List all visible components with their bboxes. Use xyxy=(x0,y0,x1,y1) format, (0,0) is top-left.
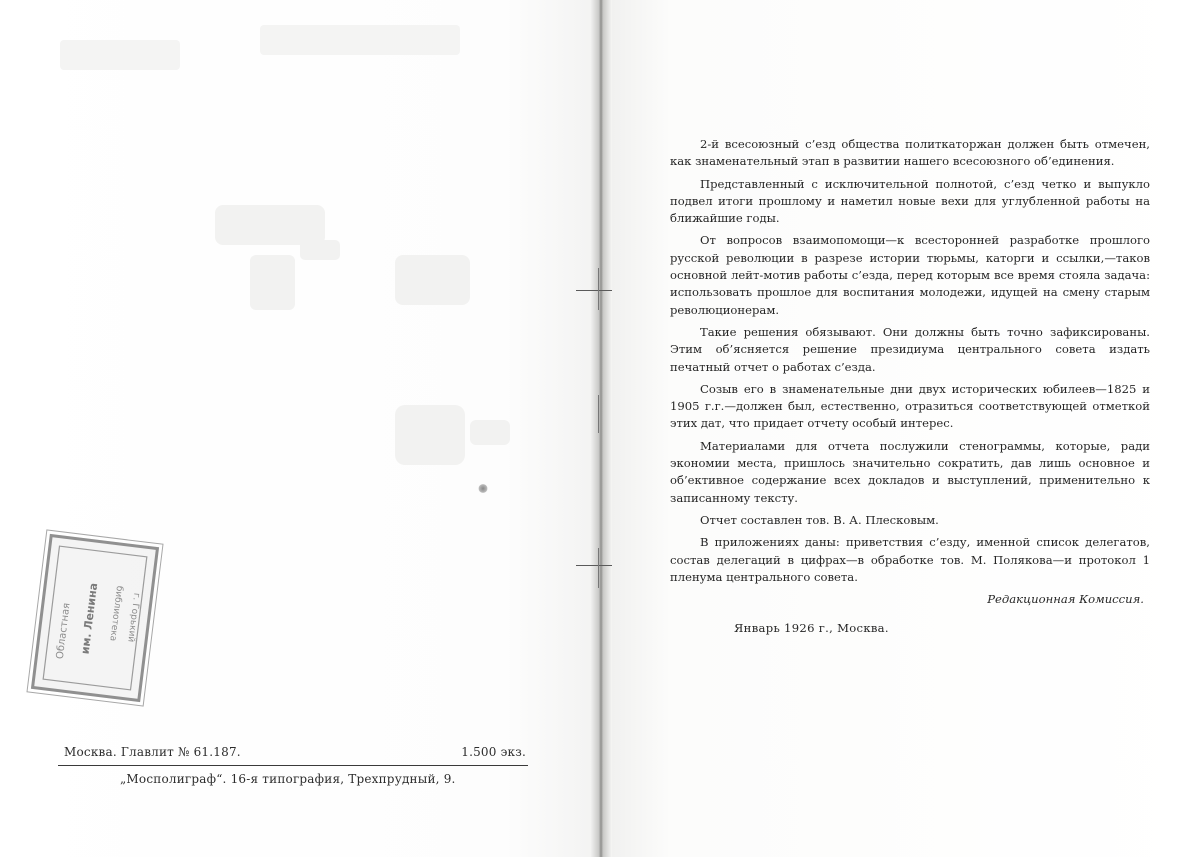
editorial-signature: Редакционная Комиссия. xyxy=(987,592,1144,607)
foreword-text xyxy=(670,136,1150,643)
paragraph: Созыв его в знаменательные дни двух исторических юбилеев—1825 и 1905 г.г.—должен был, естественно, отразиться соответствующей отметкой этих дат, что придает отчету особый интерес. xyxy=(670,381,1150,431)
right-page xyxy=(612,0,1200,857)
stamp-line-4: г. Горький xyxy=(125,592,142,643)
paragraph: В приложениях даны: приветствия с’езду, именной список делегатов, состав делегаций в цифрах—в обработке тов. М. Полякова—и протокол 1 пленума центрального совета. xyxy=(670,535,1150,584)
imprint-row xyxy=(62,745,532,759)
book-spine xyxy=(590,0,612,857)
library-stamp xyxy=(31,534,159,702)
left-page xyxy=(0,0,596,857)
paragraph: От вопросов взаимопомощи—к всесторонней разработке прошлого русской революции в разрезе истории тюрьмы, каторги и ссылки,—таков основной лейт-мотив работы с’езда, перед которым все время стояла задача: использовать прошлое для воспитания молодежи, идущей на смену старым революционерам. xyxy=(670,233,1150,317)
paragraph: Представленный с исключительной полнотой, с’езд четко и выпукло подвел итоги прошлому и наметил новые вехи для углубленной работы на ближайшие годы. xyxy=(670,176,1150,226)
paragraph: Материалами для отчета послужили стенограммы, которые, ради экономии места, пришлось значительно сократить, дав лишь основное и об’ективное содержание всех докладов и выступлений, применительно к записанному тексту. xyxy=(670,438,1150,505)
paragraph: Отчет составлен тов. В. А. Плесковым. xyxy=(700,512,939,527)
print-run: 1.500 экз. xyxy=(461,745,526,759)
printer-line: „Мосполиграф“. 16-я типография, Трехпрудный, 9. xyxy=(120,772,456,786)
imprint-divider xyxy=(58,765,528,766)
binding-thread xyxy=(598,395,599,433)
binding-thread xyxy=(598,548,599,588)
glavlit-number: Москва. Главлит № 61.187. xyxy=(64,745,241,759)
ink-speck xyxy=(478,484,488,493)
stamp-line-1: Областная xyxy=(54,602,73,660)
binding-stitch xyxy=(576,565,616,566)
bleed-through-shadow xyxy=(0,0,596,857)
binding-stitch xyxy=(576,290,616,291)
binding-thread xyxy=(598,268,599,310)
imprint-block xyxy=(62,745,532,786)
paragraph: 2-й всесоюзный с’езд общества политкаторжан должен быть отмечен, как знаменательный этап в развитии нашего всесоюзного об’единения. xyxy=(670,137,1150,169)
stamp-line-3: им. Ленина xyxy=(78,582,101,655)
dateline: Январь 1926 г., Москва. xyxy=(734,621,889,636)
stamp-line-2: библиотека xyxy=(107,585,125,642)
paragraph: Такие решения обязывают. Они должны быть точно зафиксированы. Этим об’ясняется решение президиума центрального совета издать печатный отчет о работах с’езда. xyxy=(670,324,1150,374)
